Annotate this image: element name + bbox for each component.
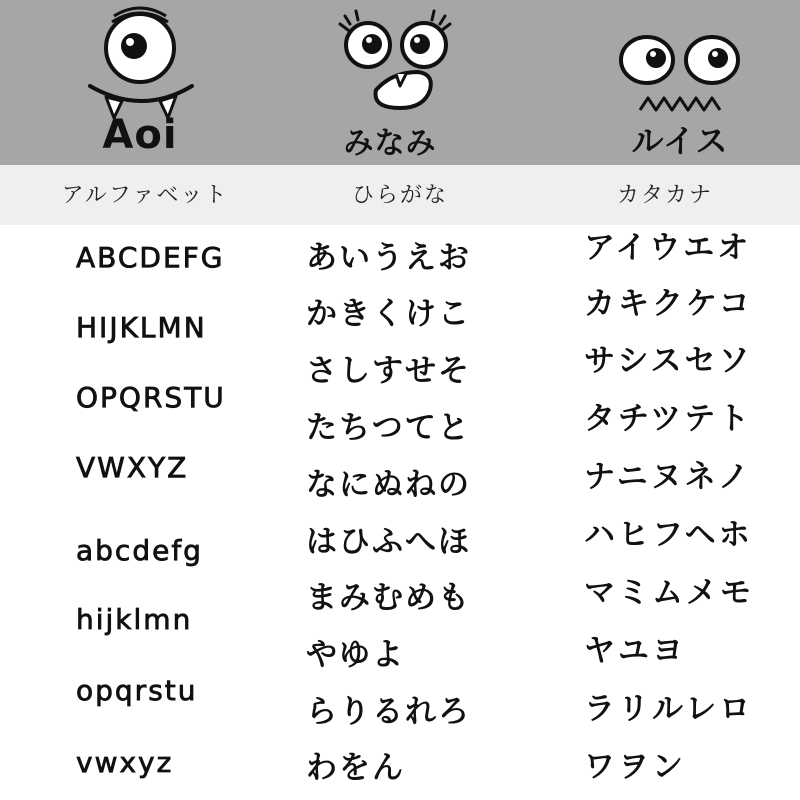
katakana-row: タチツテト (584, 401, 753, 437)
mascot-name: ルイス (631, 122, 729, 160)
hiragana-row: たちつてと (306, 410, 471, 446)
mascot-name: みなみ (343, 126, 437, 161)
katakana-row: ヤユヨ (584, 633, 686, 669)
katakana-row: ハヒフヘホ (584, 517, 753, 553)
katakana-row: ラリルレロ (584, 691, 754, 727)
mascot-name: Aoi (102, 112, 178, 158)
katakana-row: ナニヌネノ (584, 459, 752, 495)
hiragana-row: やゆよ (306, 637, 405, 673)
zigzag-teeth-monster-face-icon (590, 0, 770, 120)
hiragana-row: まみむめも (306, 580, 471, 616)
mascot-aoi (50, 0, 230, 165)
hiragana-row: はひふへほ (306, 524, 471, 560)
katakana-row: カキクケコ (584, 286, 753, 322)
alphabet-row: HIJKLMN (76, 311, 207, 344)
alphabet-row: opqrstu (76, 674, 198, 707)
hiragana-row: わをん (306, 750, 405, 786)
header-hiragana: ひらがな (351, 183, 448, 208)
alphabet-row: vwxyz (76, 746, 174, 779)
lashed-eyes-monster-face-icon (300, 0, 480, 120)
header-alphabet: アルファベット (61, 183, 229, 208)
one-eyed-monster-face-icon (50, 0, 230, 120)
hiragana-row: かきくけこ (306, 296, 471, 332)
header-katakana: カタカナ (616, 183, 713, 208)
hiragana-row: さしすせそ (306, 353, 471, 389)
alphabet-row: ABCDEFG (76, 241, 225, 274)
hiragana-row: なにぬねの (306, 467, 471, 503)
mascot-minami (300, 0, 480, 165)
alphabet-row: hijklmn (76, 603, 193, 636)
alphabet-row: VWXYZ (76, 451, 189, 484)
katakana-row: マミムメモ (584, 575, 754, 611)
katakana-row: アイウエオ (584, 230, 752, 266)
hiragana-row: らりるれろ (306, 694, 471, 730)
alphabet-row: OPQRSTU (76, 381, 226, 414)
alphabet-row: abcdefg (76, 534, 203, 567)
mascot-ruisu (590, 0, 770, 165)
hiragana-row: あいうえお (306, 240, 471, 276)
katakana-row: サシスセソ (584, 343, 753, 379)
katakana-row: ワヲン (584, 749, 686, 785)
